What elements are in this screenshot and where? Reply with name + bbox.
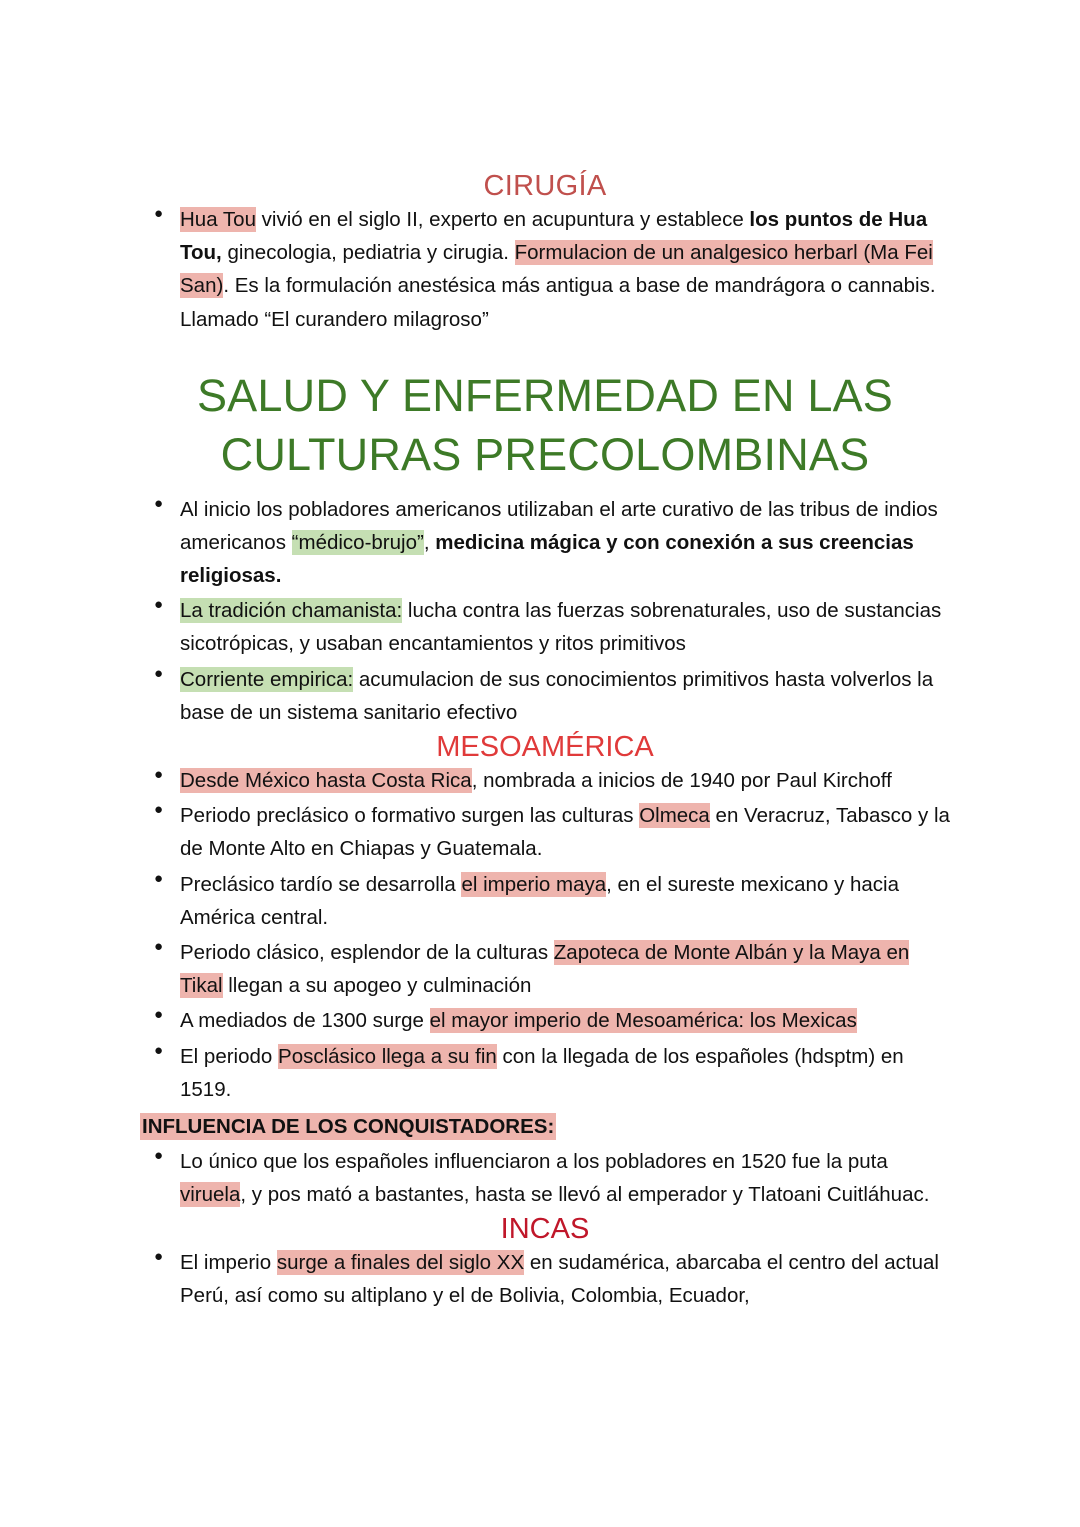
list-item xyxy=(140,1004,950,1037)
list-item xyxy=(140,1246,950,1312)
text-bold-fragment: los puntos de Hua Tou, xyxy=(180,208,928,265)
heading-mesoamerica: MESOAMÉRICA xyxy=(436,731,654,764)
text-fragment: , en el sureste mexicano y hacia América central. xyxy=(180,872,899,929)
text-fragment: , xyxy=(423,530,436,554)
text-fragment: Periodo preclásico o formativo surgen las culturas xyxy=(180,804,640,828)
highlight-mayor-imperio-mexicas: el mayor imperio de Mesoamérica: los Mexicas xyxy=(429,1009,857,1033)
highlight-hua-tou: Hua Tou xyxy=(180,208,256,231)
list-item xyxy=(140,663,950,729)
text-fragment: Lo único que los españoles influenciaron a los pobladores en 1520 fue la puta xyxy=(180,1149,888,1173)
highlight-medico-brujo: “médico-brujo” xyxy=(291,530,424,554)
text-fragment: , y pos mató a bastantes, hasta se llevó al emperador y Tlatoani Cuitláhuac. xyxy=(240,1183,930,1206)
list-item xyxy=(140,936,950,1002)
conquistadores-bullet-list xyxy=(140,1145,950,1211)
text-fragment: lucha contra las fuerzas sobrenaturales, uso de sustancias sicotrópicas, y usaban encantamientos y ritos primitivos xyxy=(180,599,942,656)
text-fragment: Periodo clásico, esplendor de la culturas xyxy=(180,941,554,965)
mesoamerica-bullet-list xyxy=(140,764,950,1106)
text-fragment: vivió en el siglo II, experto en acupuntura y establece xyxy=(255,208,750,231)
text-fragment: . Es la formulación anestésica más antigua a base de mandrágora o cannabis. Llamado “El curandero milagroso” xyxy=(180,274,936,331)
text-fragment: acumulacion de sus conocimientos primitivos hasta volverlos la base de un sistema sanitario efectivo xyxy=(180,667,934,724)
highlight-viruela: viruela xyxy=(180,1183,241,1206)
text-fragment: Al inicio los pobladores americanos utilizaban el arte curativo de las tribus de indios americanos xyxy=(180,497,938,554)
text-fragment: El periodo xyxy=(180,1044,279,1068)
heading-incas: INCAS xyxy=(500,1213,590,1246)
text-fragment: , nombrada a inicios de 1940 por Paul Kirchoff xyxy=(471,769,892,793)
text-fragment: Preclásico tardío se desarrolla xyxy=(180,872,462,896)
cirugia-bullet-list xyxy=(140,203,950,336)
text-fragment: con la llegada de los españoles (hdsptm) en 1519. xyxy=(180,1044,904,1101)
list-item xyxy=(140,868,950,934)
text-fragment: en Veracruz, Tabasco y la de Monte Alto en Chiapas y Guatemala. xyxy=(180,804,950,861)
highlight-olmeca: Olmeca xyxy=(639,804,710,828)
highlight-corriente-empirica: Corriente empirica: xyxy=(180,667,354,691)
text-fragment: El imperio xyxy=(180,1251,277,1275)
list-item xyxy=(140,203,950,336)
text-fragment: A mediados de 1300 surge xyxy=(180,1009,430,1033)
highlight-tradicion-chamanista: La tradición chamanista: xyxy=(180,599,403,623)
text-fragment: ginecologia, pediatria y cirugia. xyxy=(221,241,515,265)
text-fragment: llegan a su apogeo y culminación xyxy=(222,974,532,998)
subheading-influencia-conquistadores xyxy=(140,1112,950,1143)
text-fragment: en sudamérica, abarcaba el centro del actual Perú, así como su altiplano y el de Bolivia, Colombia, Ecuador, xyxy=(180,1251,939,1308)
precolombinas-bullet-list xyxy=(140,493,950,729)
list-item xyxy=(140,493,950,593)
incas-bullet-list xyxy=(140,1246,950,1312)
list-item xyxy=(140,799,950,865)
highlight-influencia-conquistadores: INFLUENCIA DE LOS CONQUISTADORES: xyxy=(142,1115,555,1139)
list-item xyxy=(140,1145,950,1211)
heading-line-1: SALUD Y ENFERMEDAD EN LAS xyxy=(196,369,894,421)
highlight-formulacion-analgesico: Formulacion de un analgesico herbarl (Ma Fei San) xyxy=(180,241,933,298)
list-item xyxy=(140,594,950,660)
highlight-imperio-maya: el imperio maya xyxy=(461,872,607,896)
list-item xyxy=(140,764,950,797)
highlight-posclasico: Posclásico llega a su fin xyxy=(278,1044,497,1068)
highlight-zapoteca-maya: Zapoteca de Monte Albán y la Maya en Tikal xyxy=(180,941,910,998)
heading-line-2: CULTURAS PRECOLOMBINAS xyxy=(220,429,870,481)
list-item xyxy=(140,1040,950,1106)
heading-cirugia: CIRUGÍA xyxy=(483,170,607,202)
highlight-desde-mexico: Desde México hasta Costa Rica xyxy=(180,769,472,793)
highlight-surge-siglo-xx: surge a finales del siglo XX xyxy=(276,1251,525,1275)
heading-salud-enfermedad xyxy=(140,366,950,485)
text-bold-fragment: medicina mágica y con conexión a sus creencias religiosas. xyxy=(180,530,914,587)
